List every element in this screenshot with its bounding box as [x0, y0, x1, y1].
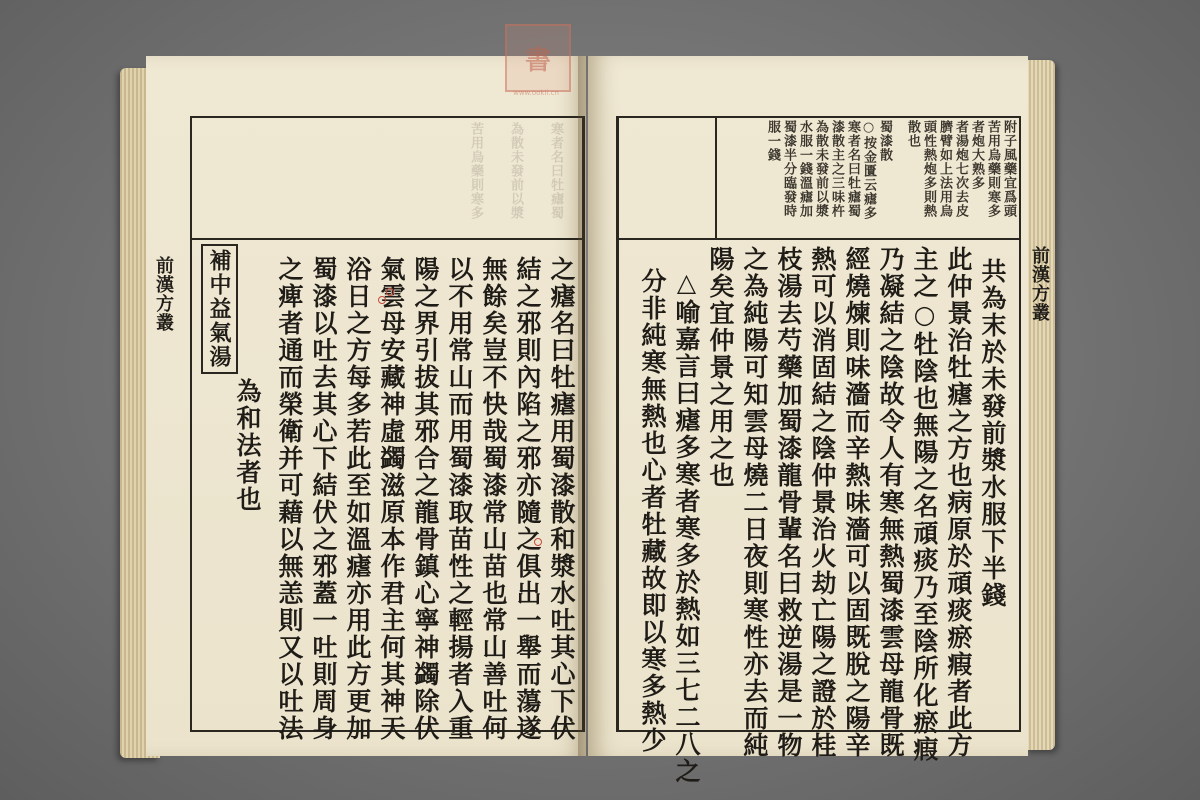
left-page [146, 56, 586, 756]
note-column: 水服一錢溫瘧加 [797, 120, 812, 218]
left-upper-divider [192, 238, 582, 240]
text-column: 主之○牡陰也無陽之名頑痰乃至陰所化瘀瘕 [910, 246, 939, 763]
text-column: 無餘矣豈不快哉蜀漆常山苗也常山善吐何 [479, 256, 508, 742]
text-column: 陽之界引拔其邪合之龍骨鎮心寧神蠲除伏 [411, 256, 440, 742]
note-column: 頭性熱炮多則熱 [921, 120, 936, 218]
note-column: 臍臂如上法用烏 [937, 120, 952, 218]
bleed-through-text: 苦用烏藥則寒多 [468, 122, 483, 220]
prescription-heading: 補中益氣湯 [201, 244, 238, 374]
library-seal: 書 [505, 24, 571, 92]
text-column: 熱可以消固結之陰仲景治火劫亡陽之證於桂 [808, 246, 837, 759]
red-annotation-mark [378, 296, 386, 304]
text-column: 之瘧名曰牡瘧用蜀漆散和漿水吐其心下伏 [547, 256, 576, 742]
bleed-through-text: 為散未發前以漿 [508, 122, 523, 220]
red-annotation-mark [534, 538, 542, 546]
text-column: 之為純陽可知雲母燒二日夜則寒性亦去而純 [740, 246, 769, 759]
note-column: 苦用烏藥則寒多 [985, 120, 1000, 218]
left-page-frame [190, 116, 585, 742]
text-column: △喻嘉言曰瘧多寒者寒多於熱如三七二八之 [672, 268, 701, 785]
text-column: 為和法者也 [233, 378, 262, 513]
left-margin-label: 前漢方叢 [153, 256, 174, 332]
note-column: 為散未發前以漿 [813, 120, 828, 218]
note-column: 者炮大熟多 [969, 120, 984, 190]
library-seal-caption: www.ookii.cn [513, 89, 559, 97]
text-column: 以不用常山而用蜀漆取苗性之輕揚者入重 [445, 256, 474, 742]
note-column: 者湯炮七次去皮 [953, 120, 968, 218]
note-column: 蜀漆散 [877, 120, 892, 162]
text-column: 經燒煉則味濇而辛熱味濇可以固既脫之陽辛 [842, 246, 871, 759]
text-column: 結之邪則內陷之邪亦隨之俱出一舉而蕩遂 [513, 256, 542, 742]
text-column: 分非純寒無熱也心者牡藏故即以寒多熱少 [638, 268, 667, 754]
text-column: 陽矣宜仲景之用之也 [706, 246, 735, 489]
text-column: 枝湯去芍藥加蜀漆龍骨輩名曰救逆湯是一物 [774, 246, 803, 759]
text-column: 浴日之方每多若此至如溫瘧亦用此方更加 [343, 256, 372, 742]
note-column: 散也 [905, 120, 920, 148]
red-annotation-mark [386, 288, 394, 296]
note-column: 寒者名曰牡瘧蜀 [845, 120, 860, 218]
right-page-frame [616, 116, 1021, 785]
right-page [588, 56, 1050, 785]
right-margin-label: 前漢方叢 [1029, 246, 1050, 322]
right-page-edges [1025, 60, 1055, 750]
text-column: 共為末於未發前漿水服下半錢 [978, 258, 1007, 609]
text-column: 蜀漆以吐去其心下結伏之邪蓋一吐則周身 [309, 256, 338, 742]
text-column: 之痺者通而榮衛并可藉以無恙則又以吐法 [275, 256, 304, 742]
text-column: 此仲景治牡瘧之方也病原於頑痰瘀瘕者此方 [944, 246, 973, 759]
note-column: 蜀漆半分臨發時 [781, 120, 796, 218]
text-column: 乃凝結之陰故令人有寒無熱蜀漆雲母龍骨既 [876, 246, 905, 759]
upper-column-divider [715, 118, 717, 238]
note-column: 附子風藥宜爲頭 [1001, 120, 1016, 218]
note-column: 漆散主之三味杵 [829, 120, 844, 218]
bleed-through-text: 寒者名曰牡瘧蜀 [548, 122, 563, 220]
text-column: 氣雲母安藏神虛蠲滋原本作君主何其神天 [377, 256, 406, 742]
note-column: 服一錢 [765, 120, 780, 162]
right-upper-divider [619, 238, 1019, 240]
open-book [120, 50, 1055, 785]
note-column: ○按金匱云瘧多 [861, 120, 876, 220]
